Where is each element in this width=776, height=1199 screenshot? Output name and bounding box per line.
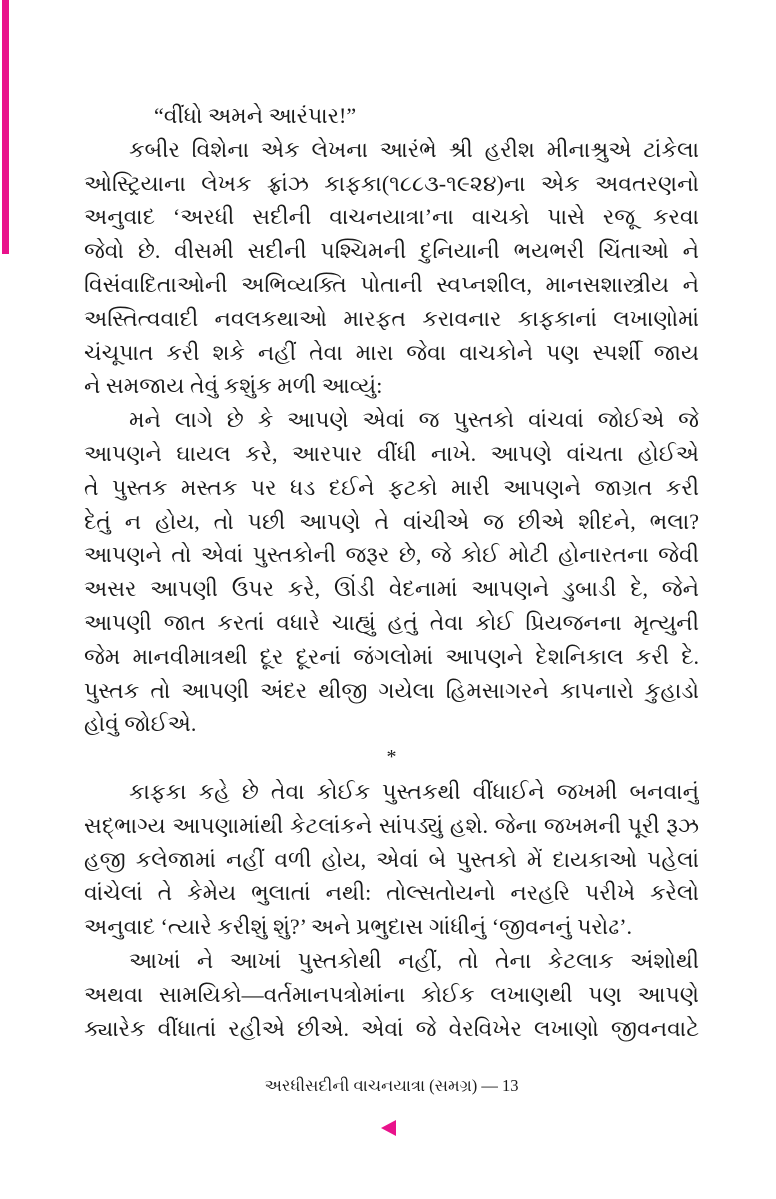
text-line: અસર આપણી ઉપર કરે, ઊંડી વેદનામાં આપણને ડુબાડી દે, જેને	[84, 576, 699, 602]
text-line: હોવું જોઈએ.	[84, 711, 197, 737]
section-separator-star: *	[386, 746, 397, 769]
text-line: જેવો છે. વીસમી સદીની પશ્ચિમની દુનિયાની ભયભરી ચિંતાઓ ને	[84, 238, 699, 264]
prev-page-arrow-icon[interactable]	[381, 1120, 396, 1136]
text-line: ક્યારેક વીંધાતાં રહીએ છીએ. એવાં જે વેરવિખેર લખાણો જીવનવાટે	[84, 1015, 699, 1041]
text-line: ઓસ્ટ્રિયાના લેખક ફ્રાંઝ કાફકા(૧૮૮૩-૧૯૨૪)ના એક અવતરણનો	[84, 170, 699, 196]
text-line: મને લાગે છે કે આપણે એવાં જ પુસ્તકો વાંચવાં જોઈએ જે	[129, 407, 699, 433]
text-line: કબીર વિશેના એક લેખના આરંભે શ્રી હરીશ મીનાશ્રુએ ટાંકેલા	[129, 136, 699, 162]
text-line: ચંચૂપાત કરી શકે નહીં તેવા મારા જેવા વાચકોને પણ સ્પર્શી જાય	[84, 339, 699, 365]
text-line: આપણને તો એવાં પુસ્તકોની જરૂર છે, જે કોઈ મોટી હોનારતના જેવી	[84, 542, 699, 568]
text-line: આપણી જાત કરતાં વધારે ચાહ્યું હતું તેવા કોઈ પ્રિયજનના મૃત્યુની	[84, 609, 699, 635]
text-line: સદ્ભાગ્ય આપણામાંથી કેટલાંકને સાંપડ્યું હશે. જેના જખમની પૂરી રૂઝ	[84, 812, 699, 838]
text-line: અથવા સામયિકો—વર્તમાનપત્રોમાંના કોઈક લખાણથી પણ આપણે	[84, 981, 699, 1007]
text-line: વિસંવાદિતાઓની અભિવ્યક્તિ પોતાની સ્વપ્નશીલ, માનસશાસ્ત્રીય ને	[84, 271, 699, 297]
text-line: દેતું ન હોય, તો પછી આપણે તે વાંચીએ જ છીએ શીદને, ભલા?	[84, 508, 699, 534]
text-line: તે પુસ્તક મસ્તક પર ધડ દઈને ફટકો મારી આપણને જાગ્રત કરી	[84, 474, 699, 500]
footer-text: અરધીસદીની વાચનયાત્રા (સમગ્ર) — 13	[264, 1076, 519, 1095]
text-line: હજી કલેજામાં નહીં વળી હોય, એવાં બે પુસ્તકો મેં દાયકાઓ પહેલાં	[84, 846, 699, 872]
body-text-block	[84, 99, 699, 1045]
text-line: અસ્તિત્વવાદી નવલકથાઓ મારફત કરાવનાર કાફકાનાં લખાણોમાં	[84, 305, 699, 331]
text-line: જેમ માનવીમાત્રથી દૂર દૂરનાં જંગલોમાં આપણને દેશનિકાલ કરી દે.	[84, 643, 699, 669]
text-line: વાંચેલાં તે કેમેય ભુલાતાં નથી: તોલ્સતોયનો નરહરિ પરીખે કરેલો	[84, 880, 699, 906]
bookmark-ribbon-icon	[2, 0, 9, 254]
text-line: ને સમજાય તેવું કશુંક મળી આવ્યું:	[84, 373, 383, 399]
page-title: “વીંધો અમને આરંપાર!”	[154, 103, 357, 128]
text-line: કાફકા કહે છે તેવા કોઈક પુસ્તકથી વીંધાઈને જખમી બનવાનું	[129, 778, 699, 804]
page-footer	[84, 1074, 699, 1098]
text-line: આપણને ઘાયલ કરે, આરપાર વીંધી નાખે. આપણે વાંચતા હોઈએ	[84, 440, 699, 466]
text-line: અનુવાદ ‘ત્યારે કરીશું શું?’ અને પ્રભુદાસ ગાંધીનું ‘જીવનનું પરોઢ’.	[84, 914, 633, 940]
text-line: પુસ્તક તો આપણી અંદર થીજી ગયેલા હિમસાગરને કાપનારો કુહાડો	[84, 677, 699, 703]
text-line: અનુવાદ ‘અરધી સદીની વાચનયાત્રા’ના વાચકો પાસે રજૂ કરવા	[84, 204, 699, 230]
text-line: આખાં ને આખાં પુસ્તકોથી નહીં, તો તેના કેટલાક અંશોથી	[129, 947, 699, 973]
